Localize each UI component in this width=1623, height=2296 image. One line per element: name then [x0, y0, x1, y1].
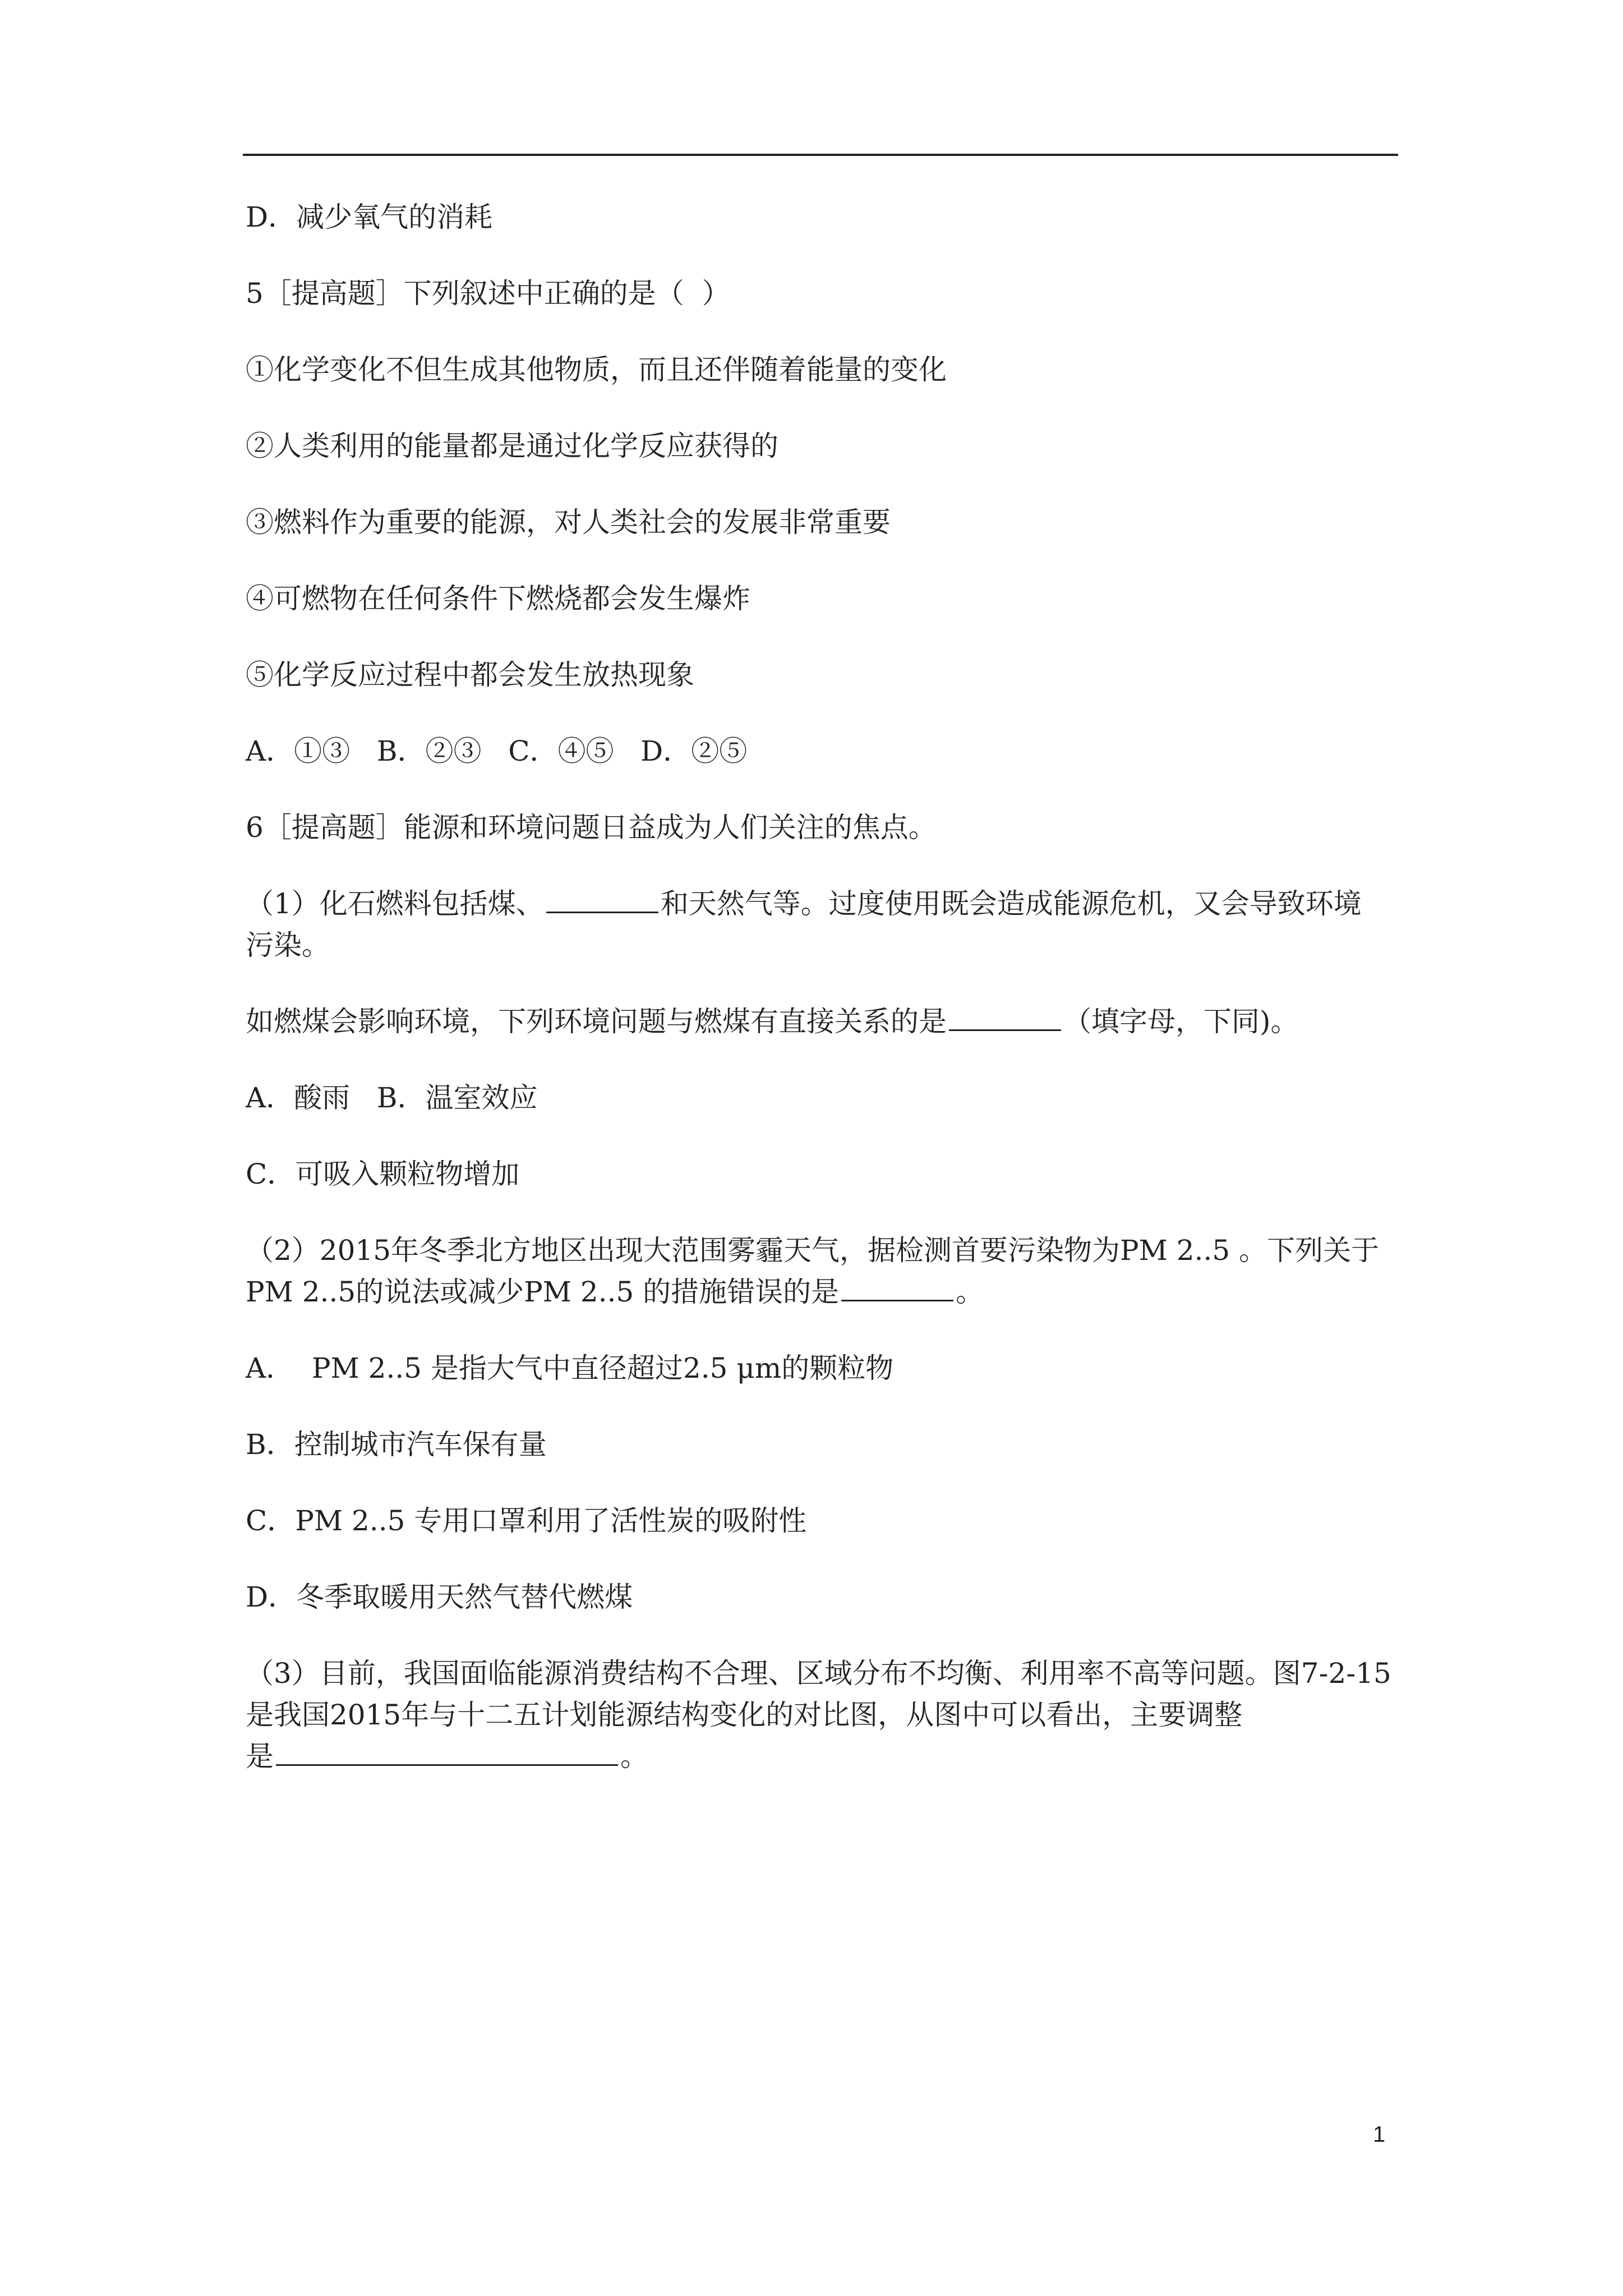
q6-part1b-before: 如燃煤会影响环境，下列环境问题与燃煤有直接关系的是: [246, 1005, 947, 1038]
q6-part2-option-a: A． PM 2..5 是指大气中直径超过2.5 μm的颗粒物: [246, 1352, 894, 1384]
q5-item-3: ③燃料作为重要的能源，对人类社会的发展非常重要: [246, 506, 891, 539]
q6-part3-line3-before: 是: [246, 1740, 274, 1773]
q6-part2-line1: （2）2015年冬季北方地区出现大范围雾霾天气，据检测首要污染物为PM 2..5 。下列关于: [246, 1234, 1380, 1267]
q6-part2-option-c: C．PM 2..5 专用口罩利用了活性炭的吸附性: [246, 1504, 807, 1537]
q5-stem: 5［提高题］下列叙述中正确的是（ ）: [246, 277, 730, 310]
header-rule: [243, 154, 1398, 156]
q6-part1-after: 和天然气等。过度使用既会造成能源危机，又会导致环境: [660, 887, 1362, 920]
q6-part1-options-ab: A．酸雨 B．温室效应: [246, 1082, 538, 1114]
q6-part3-line1: （3）目前，我国面临能源消费结构不合理、区域分布不均衡、利用率不高等问题。图7-2-15: [246, 1657, 1391, 1690]
q6-part1: [246, 883, 1407, 924]
q6-part3-line2: 是我国2015年与十二五计划能源结构变化的对比图，从图中可以看出，主要调整: [246, 1699, 1243, 1731]
q5-item-2: ②人类利用的能量都是通过化学反应获得的: [246, 430, 778, 462]
q6-part1-cont: 污染。: [246, 929, 330, 961]
q6-part3-line3: [246, 1736, 1407, 1777]
answer-blank[interactable]: [546, 911, 658, 913]
q6-part2-option-b: B．控制城市汽车保有量: [246, 1428, 547, 1461]
answer-blank[interactable]: [841, 1299, 953, 1301]
q6-part2-line2-before: PM 2..5的说法或减少PM 2..5 的措施错误的是: [246, 1276, 840, 1308]
q6-part2-line2: [246, 1271, 1407, 1313]
q6-part1b: [246, 1001, 1407, 1042]
q6-part1-option-c: C．可吸入颗粒物增加: [246, 1158, 520, 1190]
q6-part2-option-d: D．冬季取暖用天然气替代燃煤: [246, 1581, 633, 1613]
q5-item-5: ⑤化学反应过程中都会发生放热现象: [246, 659, 694, 691]
q5-options: A．①③ B．②③ C．④⑤ D．②⑤: [246, 735, 748, 767]
answer-blank[interactable]: [276, 1764, 618, 1766]
q6-part2-line2-after: 。: [956, 1276, 984, 1308]
q6-stem: 6［提高题］能源和环境问题日益成为人们关注的焦点。: [246, 811, 937, 844]
q4-option-d: D．减少氧气的消耗: [246, 201, 493, 233]
page-number: 1: [1373, 2122, 1386, 2147]
answer-blank[interactable]: [949, 1029, 1061, 1031]
q6-part3-line3-after: 。: [620, 1740, 648, 1773]
q5-item-1: ①化学变化不但生成其他物质，而且还伴随着能量的变化: [246, 353, 947, 386]
q5-item-4: ④可燃物在任何条件下燃烧都会发生爆炸: [246, 582, 750, 615]
q6-part1-before: （1）化石燃料包括煤、: [246, 887, 544, 920]
document-body: [246, 196, 1407, 1777]
q6-part1b-after: （填字母，下同)。: [1063, 1005, 1299, 1038]
